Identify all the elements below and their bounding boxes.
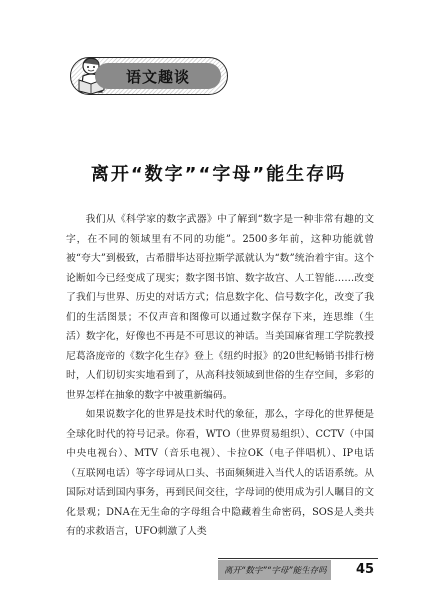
footer-rule: [218, 558, 378, 559]
running-title: 离开“数字”“字母”能生存吗: [224, 566, 327, 576]
article-headline: 离开“数字”“字母”能生存吗: [90, 164, 347, 185]
footer-bar: [218, 560, 331, 580]
banner-label-box: [95, 63, 221, 89]
paragraph-1: 我们从《科学家的数字武器》中了解到“数字是一种非常有趣的文字，在不同的领域里有不同的功能”。2500多年前，这种功能就曾被“夸大”到极致，古希腊毕达哥拉斯学派就认为“数”统治着宇宙。这个论断如今已经变成了现实；数字图书馆、数字故宫、人工智能……改变了我们与世界、历史的对话方式；信息数字化、信号数字化，改变了我们的生活图景；不仅声音和图像可以通过数字保存下来，连思维（生活）数字化，好像也不再是不可思议的神话。当美国麻省理工学院教授尼葛洛庞帝的《数字化生存》登上《纽约时报》的20世纪畅销书排行榜时，人们切切实实地看到了，从高科技领域到世俗的生存空间，多彩的世界怎样在抽象的数字中被重新编码。: [66, 214, 374, 401]
article-body: [66, 210, 374, 542]
column-banner: [70, 57, 228, 95]
paragraph-2: 如果说数字化的世界是技术时代的象征，那么，字母化的世界便是全球化时代的符号记录。你看，WTO（世界贸易组织）、CCTV（中国中央电视台）、MTV（音乐电视）、卡拉OK（电子伴唱机）、IP电话（互联网电话）等字母词从口头、书面频频进入当代人的话语系统。从国际对话到国内事务，再到民间交往，字母词的使用成为引人瞩目的文化景观；DNA在无生命的字母组合中隐藏着生命密码，SOS是人类共有的求救语言，UFO刺激了人类: [66, 409, 374, 537]
page-number: 45: [356, 562, 375, 577]
column-title: 语文趣谈: [125, 67, 190, 86]
